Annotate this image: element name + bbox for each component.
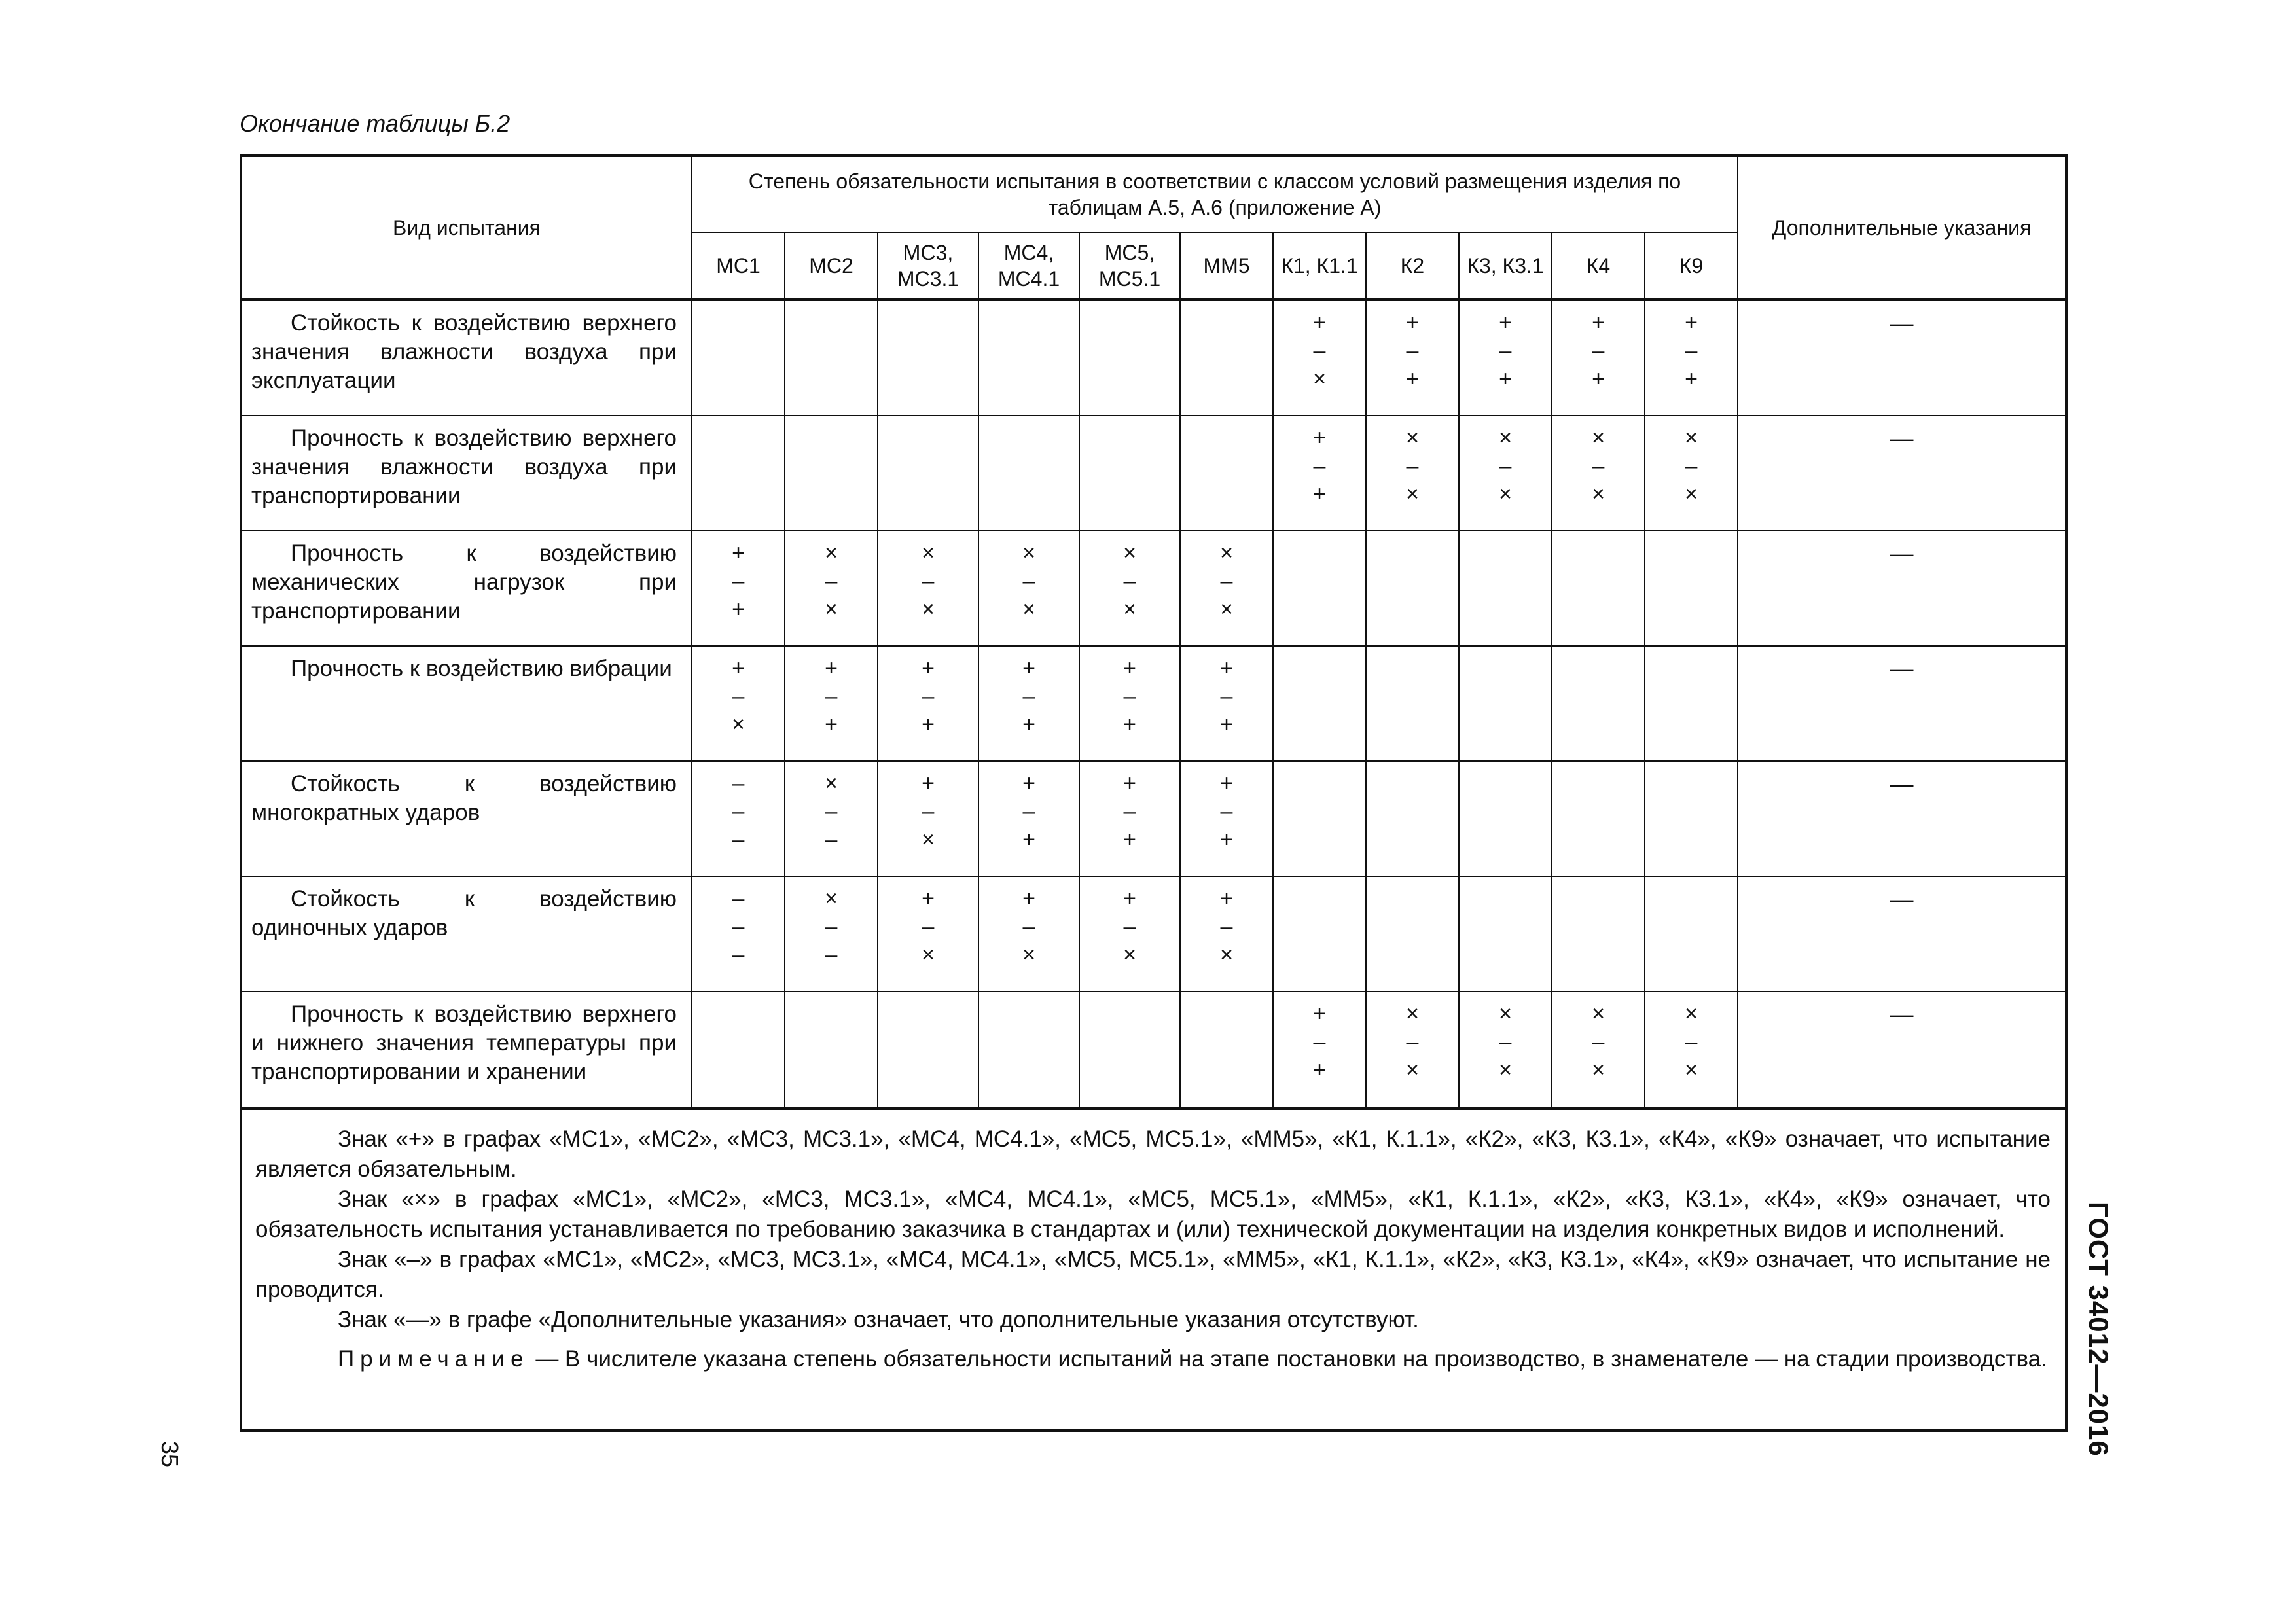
mark-sign: – <box>1123 684 1136 709</box>
mark-sign: – <box>1022 684 1035 709</box>
mark-sign: × <box>1220 541 1233 565</box>
test-name: Прочность к воздействию механических нагрузок при транспортировании <box>242 531 692 647</box>
table-grid <box>242 157 2065 1110</box>
mark-cell <box>1274 531 1367 647</box>
mark-cell <box>979 416 1080 531</box>
mark-sign: – <box>1022 799 1035 824</box>
mark-sign: + <box>1022 827 1035 852</box>
mark-sign: – <box>732 771 745 796</box>
mark-sign: + <box>1406 366 1419 391</box>
test-name: Прочность к воздействию верхнего и нижнего значения температуры при транспортировании и хранении <box>242 992 692 1110</box>
mark-sign: – <box>825 684 838 709</box>
mark-sign: + <box>1022 771 1035 796</box>
header-test-type: Вид испытания <box>242 157 692 301</box>
mark-sign: + <box>1220 712 1233 737</box>
mark-sign: × <box>1499 425 1512 450</box>
header-class-10: К4 <box>1552 233 1645 301</box>
mark-cell <box>1552 301 1645 416</box>
mark-cell <box>979 301 1080 416</box>
mark-sign: – <box>922 569 935 594</box>
mark-cell <box>1645 647 1738 762</box>
requirements-table <box>240 154 2068 1432</box>
mark-sign: + <box>1313 425 1326 450</box>
mark-sign: × <box>732 712 745 737</box>
test-name: Прочность к воздействию вибрации <box>242 647 692 762</box>
mark-sign: + <box>1406 310 1419 335</box>
extra-cell: — <box>1738 301 2065 416</box>
mark-sign: – <box>1022 569 1035 594</box>
mark-sign: – <box>1499 1029 1512 1054</box>
mark-sign: + <box>1592 310 1605 335</box>
mark-sign: × <box>1022 541 1035 565</box>
mark-sign: – <box>1499 454 1512 478</box>
mark-sign: + <box>922 712 935 737</box>
mark-cell <box>1645 531 1738 647</box>
extra-cell: — <box>1738 762 2065 877</box>
mark-cell <box>692 992 785 1110</box>
mark-sign: × <box>1313 366 1326 391</box>
note-remark-text: — В числителе указана степень обязательности испытаний на этапе постановки на производство, в знаменателе — на стадии производства. <box>529 1346 2047 1372</box>
standard-designation: ГОСТ 34012—2016 <box>2083 1202 2114 1457</box>
mark-sign: × <box>1406 482 1419 507</box>
mark-sign: × <box>1406 1001 1419 1026</box>
mark-cell <box>1645 877 1738 992</box>
mark-sign: × <box>825 541 838 565</box>
mark-sign: × <box>1685 1058 1698 1082</box>
note-remark <box>255 1344 2051 1374</box>
mark-sign: × <box>1220 597 1233 622</box>
mark-cell <box>1645 992 1738 1110</box>
mark-sign: + <box>922 886 935 911</box>
mark-sign: × <box>1685 425 1698 450</box>
mark-sign: × <box>1685 1001 1698 1026</box>
mark-sign: + <box>1220 656 1233 681</box>
mark-sign: – <box>922 684 935 709</box>
mark-sign: + <box>732 656 745 681</box>
extra-cell: — <box>1738 647 2065 762</box>
mark-cell <box>692 762 785 877</box>
mark-sign: + <box>1220 827 1233 852</box>
table-caption: Окончание таблицы Б.2 <box>240 110 511 137</box>
note-remark-label: Примечание <box>338 1346 529 1372</box>
header-class-5: МС5, МС5.1 <box>1080 233 1181 301</box>
mark-cell <box>1552 416 1645 531</box>
mark-sign: × <box>922 827 935 852</box>
mark-cell <box>785 531 878 647</box>
mark-cell <box>692 301 785 416</box>
mark-sign: – <box>1220 799 1233 824</box>
mark-cell <box>1274 647 1367 762</box>
mark-cell <box>979 762 1080 877</box>
mark-cell <box>878 416 979 531</box>
mark-cell <box>1552 992 1645 1110</box>
extra-cell: — <box>1738 877 2065 992</box>
mark-sign: – <box>1220 914 1233 939</box>
mark-sign: – <box>1499 338 1512 363</box>
mark-cell <box>1080 531 1181 647</box>
mark-sign: – <box>1685 1029 1698 1054</box>
header-class-4: МС4, МС4.1 <box>979 233 1080 301</box>
header-class-7: К1, К1.1 <box>1274 233 1367 301</box>
mark-cell <box>1181 531 1274 647</box>
mark-sign: – <box>1220 684 1233 709</box>
mark-sign: – <box>825 799 838 824</box>
mark-sign: + <box>825 712 838 737</box>
mark-sign: + <box>1499 310 1512 335</box>
mark-sign: × <box>1123 597 1136 622</box>
mark-sign: + <box>1220 886 1233 911</box>
mark-sign: × <box>1123 541 1136 565</box>
mark-sign: – <box>1220 569 1233 594</box>
mark-sign: – <box>922 914 935 939</box>
header-class-9: К3, К3.1 <box>1460 233 1552 301</box>
mark-sign: × <box>922 597 935 622</box>
mark-cell <box>692 531 785 647</box>
mark-cell <box>1274 301 1367 416</box>
mark-cell <box>1460 301 1552 416</box>
mark-sign: – <box>732 684 745 709</box>
mark-sign: – <box>1313 454 1326 478</box>
mark-sign: – <box>825 827 838 852</box>
mark-sign: + <box>1022 712 1035 737</box>
mark-cell <box>1552 531 1645 647</box>
mark-sign: + <box>1123 712 1136 737</box>
table-notes <box>242 1110 2065 1374</box>
mark-sign: × <box>1406 1058 1419 1082</box>
mark-sign: × <box>1499 1001 1512 1026</box>
mark-sign: + <box>732 597 745 622</box>
mark-sign: × <box>1499 1058 1512 1082</box>
mark-sign: – <box>825 914 838 939</box>
mark-sign: × <box>825 597 838 622</box>
mark-cell <box>1460 416 1552 531</box>
mark-cell <box>1645 301 1738 416</box>
mark-sign: – <box>1592 454 1605 478</box>
test-name: Прочность к воздействию верхнего значения влажности воздуха при транспортировании <box>242 416 692 531</box>
mark-cell <box>1460 762 1552 877</box>
mark-sign: × <box>1220 942 1233 967</box>
mark-cell <box>785 416 878 531</box>
mark-cell <box>1367 877 1460 992</box>
mark-sign: + <box>1685 366 1698 391</box>
mark-cell <box>1460 531 1552 647</box>
note-minus-sign: Знак «–» в графах «МС1», «МС2», «МС3, МС3.1», «МС4, МС4.1», «МС5, МС5.1», «ММ5», «К1, К.1.1», «К2», «К3, К3.1», «К4», «К9» означает, что испытание не проводится. <box>255 1247 2051 1302</box>
mark-sign: – <box>732 799 745 824</box>
mark-sign: × <box>1499 482 1512 507</box>
mark-sign: + <box>1313 1058 1326 1082</box>
mark-cell <box>1080 647 1181 762</box>
mark-sign: × <box>1123 942 1136 967</box>
mark-sign: + <box>732 541 745 565</box>
note-plus-sign: Знак «+» в графах «МС1», «МС2», «МС3, МС3.1», «МС4, МС4.1», «МС5, МС5.1», «ММ5», «К1, К.1.1», «К2», «К3, К3.1», «К4», «К9» означает, что испытание является обязательным. <box>255 1126 2051 1182</box>
mark-sign: + <box>1313 482 1326 507</box>
mark-sign: – <box>1123 569 1136 594</box>
mark-cell <box>1080 877 1181 992</box>
mark-cell <box>979 647 1080 762</box>
mark-cell <box>1080 992 1181 1110</box>
mark-sign: × <box>825 886 838 911</box>
mark-sign: × <box>1685 482 1698 507</box>
mark-sign: × <box>922 541 935 565</box>
mark-cell <box>785 992 878 1110</box>
mark-sign: × <box>922 942 935 967</box>
mark-sign: × <box>1592 1058 1605 1082</box>
note-cross-sign: Знак «×» в графах «МС1», «МС2», «МС3, МС3.1», «МС4, МС4.1», «МС5, МС5.1», «ММ5», «К1, К.1.1», «К2», «К3, К3.1», «К4», «К9» означает, что обязательность испытания устанавливается по требованию заказчика в стандартах и (или) технической документации на изделия конкретных видов и исполнений. <box>255 1186 2051 1242</box>
mark-cell <box>979 531 1080 647</box>
mark-cell <box>1274 762 1367 877</box>
mark-cell <box>1367 301 1460 416</box>
mark-cell <box>785 647 878 762</box>
mark-sign: + <box>1313 1001 1326 1026</box>
mark-sign: + <box>1220 771 1233 796</box>
mark-cell <box>1552 762 1645 877</box>
mark-sign: – <box>1592 338 1605 363</box>
test-name: Стойкость к воздействию одиночных ударов <box>242 877 692 992</box>
mark-sign: + <box>1022 656 1035 681</box>
mark-sign: – <box>732 914 745 939</box>
extra-cell: — <box>1738 992 2065 1110</box>
mark-cell <box>979 992 1080 1110</box>
mark-cell <box>1181 416 1274 531</box>
mark-cell <box>692 416 785 531</box>
mark-sign: + <box>1123 886 1136 911</box>
mark-cell <box>1460 992 1552 1110</box>
mark-sign: × <box>1022 597 1035 622</box>
page-number: 35 <box>156 1441 183 1468</box>
mark-cell <box>878 877 979 992</box>
header-class-3: МС3, МС3.1 <box>878 233 979 301</box>
mark-cell <box>1274 416 1367 531</box>
mark-sign: – <box>1313 1029 1326 1054</box>
mark-cell <box>785 762 878 877</box>
mark-sign: – <box>1123 799 1136 824</box>
mark-cell <box>785 301 878 416</box>
mark-sign: × <box>825 771 838 796</box>
mark-sign: × <box>1592 1001 1605 1026</box>
mark-cell <box>1181 647 1274 762</box>
mark-cell <box>1181 877 1274 992</box>
mark-sign: – <box>732 886 745 911</box>
mark-cell <box>1645 762 1738 877</box>
mark-sign: + <box>1022 886 1035 911</box>
mark-cell <box>1552 647 1645 762</box>
mark-sign: – <box>1022 914 1035 939</box>
mark-cell <box>878 531 979 647</box>
mark-cell <box>1367 992 1460 1110</box>
mark-sign: + <box>922 771 935 796</box>
mark-cell <box>1645 416 1738 531</box>
mark-sign: + <box>1123 771 1136 796</box>
mark-sign: + <box>1123 827 1136 852</box>
header-class-2: МС2 <box>785 233 878 301</box>
note-dash-sign: Знак «—» в графе «Дополнительные указания» означает, что дополнительные указания отсутствуют. <box>338 1307 1419 1332</box>
mark-sign: – <box>732 569 745 594</box>
header-class-8: К2 <box>1367 233 1460 301</box>
mark-sign: – <box>1123 914 1136 939</box>
test-name: Стойкость к воздействию верхнего значения влажности воздуха при эксплуатации <box>242 301 692 416</box>
mark-sign: – <box>732 827 745 852</box>
mark-cell <box>1080 762 1181 877</box>
header-class-6: ММ5 <box>1181 233 1274 301</box>
header-degree: Степень обязательности испытания в соответствии с классом условий размещения изделия по таблицам А.5, А.6 (приложение А) <box>692 157 1738 233</box>
mark-cell <box>692 877 785 992</box>
extra-cell: — <box>1738 416 2065 531</box>
mark-cell <box>1181 301 1274 416</box>
mark-cell <box>1080 301 1181 416</box>
mark-cell <box>1460 647 1552 762</box>
mark-sign: – <box>1406 1029 1419 1054</box>
mark-cell <box>692 647 785 762</box>
mark-sign: + <box>1123 656 1136 681</box>
mark-cell <box>1274 877 1367 992</box>
mark-sign: – <box>1406 454 1419 478</box>
mark-cell <box>1274 992 1367 1110</box>
mark-cell <box>979 877 1080 992</box>
mark-cell <box>1181 992 1274 1110</box>
mark-sign: – <box>922 799 935 824</box>
test-name: Стойкость к воздействию многократных ударов <box>242 762 692 877</box>
header-class-1: МС1 <box>692 233 785 301</box>
mark-sign: – <box>1406 338 1419 363</box>
mark-sign: + <box>825 656 838 681</box>
mark-sign: – <box>825 942 838 967</box>
mark-cell <box>1367 416 1460 531</box>
mark-sign: – <box>732 942 745 967</box>
header-class-11: К9 <box>1645 233 1738 301</box>
mark-sign: – <box>1592 1029 1605 1054</box>
mark-cell <box>1181 762 1274 877</box>
mark-sign: – <box>1685 454 1698 478</box>
mark-sign: – <box>1313 338 1326 363</box>
mark-sign: + <box>1499 366 1512 391</box>
mark-cell <box>878 762 979 877</box>
mark-cell <box>1367 531 1460 647</box>
mark-sign: × <box>1592 482 1605 507</box>
mark-cell <box>878 301 979 416</box>
mark-cell <box>1367 762 1460 877</box>
mark-sign: + <box>1313 310 1326 335</box>
mark-sign: + <box>1685 310 1698 335</box>
header-extra: Дополнительные указания <box>1738 157 2065 301</box>
mark-sign: × <box>1592 425 1605 450</box>
mark-cell <box>1552 877 1645 992</box>
mark-cell <box>878 647 979 762</box>
mark-sign: + <box>922 656 935 681</box>
mark-sign: × <box>1022 942 1035 967</box>
mark-sign: – <box>1685 338 1698 363</box>
mark-cell <box>1367 647 1460 762</box>
mark-sign: × <box>1406 425 1419 450</box>
mark-cell <box>878 992 979 1110</box>
mark-cell <box>1460 877 1552 992</box>
mark-cell <box>785 877 878 992</box>
mark-sign: + <box>1592 366 1605 391</box>
extra-cell: — <box>1738 531 2065 647</box>
mark-cell <box>1080 416 1181 531</box>
mark-sign: – <box>825 569 838 594</box>
